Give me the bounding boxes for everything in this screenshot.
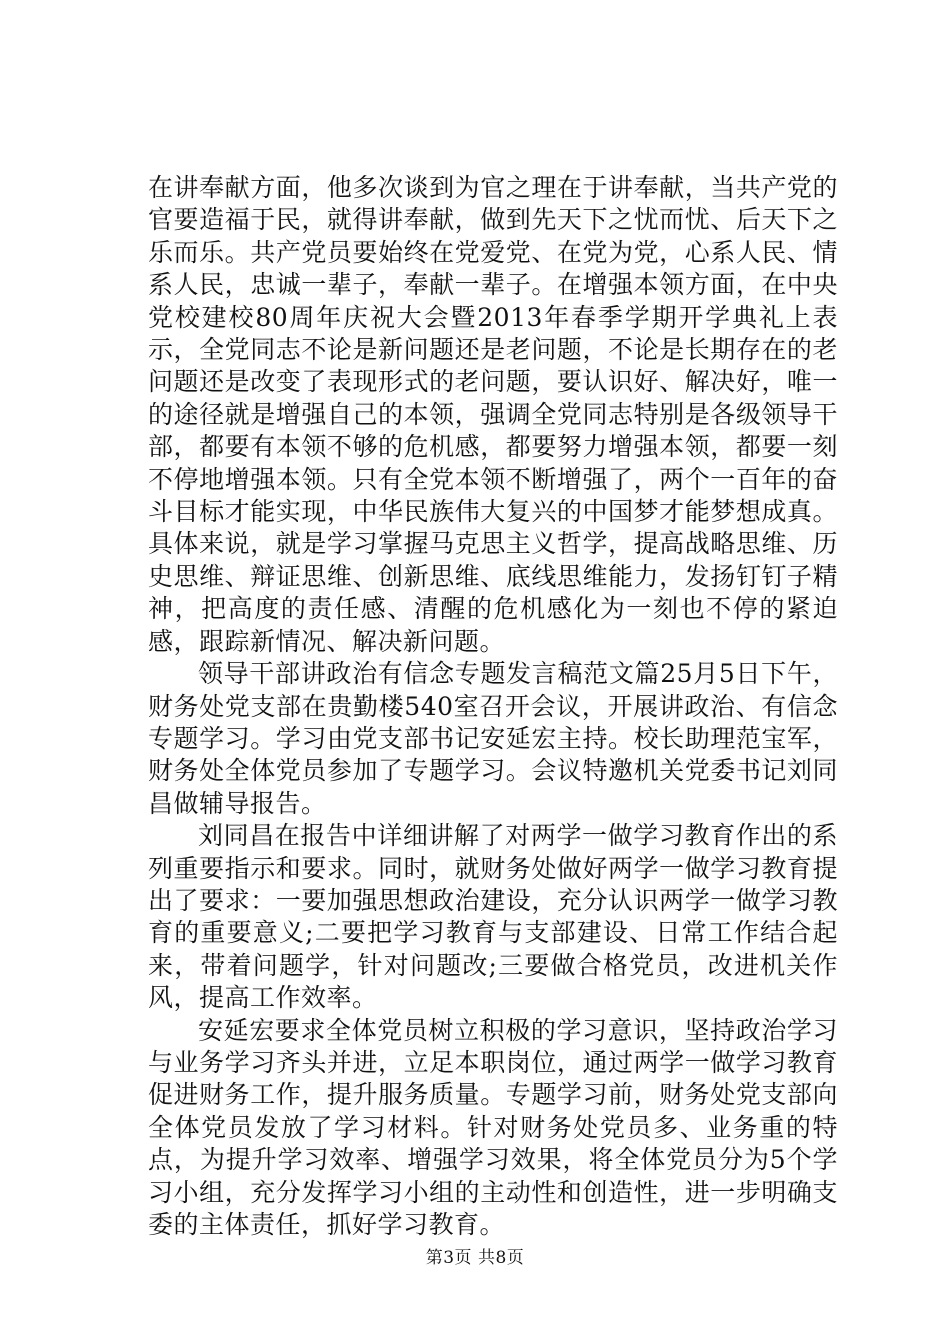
document-body <box>148 172 838 1241</box>
page-number-footer: 第3页 共8页 <box>425 1248 525 1268</box>
paragraph-study-arrangements: 安延宏要求全体党员树立积极的学习意识，坚持政治学习与业务学习齐头并进，立足本职岗位，通过两学一做学习教育促进财务工作，提升服务质量。专题学习前，财务处党支部向全体党员发放了学习材料。针对财务处党员多、业务重的特点，为提升学习效率、增强学习效果，将全体党员分为5个学习小组，充分发挥学习小组的主动性和创造性，进一步明确支委的主体责任，抓好学习教育。 <box>148 1015 838 1239</box>
paragraph-dedication-and-ability: 在讲奉献方面，他多次谈到为官之理在于讲奉献，当共产党的官要造福于民，就得讲奉献，做到先天下之忧而忧、后天下之乐而乐。共产党员要始终在党爱党、在党为党，心系人民、情系人民，忠诚一辈子，奉献一辈子。在增强本领方面，在中央党校建校80周年庆祝大会暨2013年春季学期开学典礼上表示，全党同志不论是新问题还是老问题，不论是长期存在的老问题还是改变了表现形式的老问题，要认识好、解决好，唯一的途径就是增强自己的本领，强调全党同志特别是各级领导干部，都要有本领不够的危机感，都要努力增强本领，都要一刻不停地增强本领。只有全党本领不断增强了，两个一百年的奋斗目标才能实现，中华民族伟大复兴的中国梦才能梦想成真。具体来说，就是学习掌握马克思主义哲学，提高战略思维、历史思维、辩证思维、创新思维、底线思维能力，发扬钉钉子精神，把高度的责任感、清醒的危机感化为一刻也不停的紧迫感，跟踪新情况、解决新问题。 <box>148 173 838 656</box>
paragraph-meeting-overview: 领导干部讲政治有信念专题发言稿范文篇25月5日下午，财务处党支部在贵勤楼540室召开会议，开展讲政治、有信念专题学习。学习由党支部书记安延宏主持。校长助理范宝军，财务处全体党员参加了专题学习。会议特邀机关党委书记刘同昌做辅导报告。 <box>148 659 838 818</box>
paragraph-report-requirements: 刘同昌在报告中详细讲解了对两学一做学习教育作出的系列重要指示和要求。同时，就财务处做好两学一做学习教育提出了要求：一要加强思想政治建设，充分认识两学一做学习教育的重要意义;二要把学习教育与支部建设、日常工作结合起来，带着问题学，针对问题改;三要做合格党员，改进机关作风，提高工作效率。 <box>148 821 838 1013</box>
